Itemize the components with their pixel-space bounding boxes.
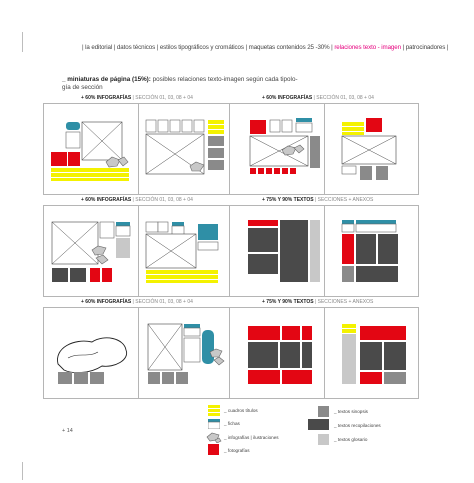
nav-item-datos-tecnicos[interactable]: datos técnicos [116, 44, 156, 51]
grey-swatch [318, 406, 329, 417]
thumbnail-panel-6 [229, 307, 419, 399]
legend-label-fichas: _ fichas [224, 421, 240, 426]
thumbnail-drawing-1 [44, 104, 232, 194]
nav-item-la-editorial[interactable]: la editorial [85, 44, 113, 51]
light-grey-swatch [318, 434, 329, 445]
nav-item-estilos[interactable]: estilos tipográficos y cromáticos [159, 44, 244, 51]
legend-label-fotografias: _ fotografías [224, 448, 250, 453]
yellow-bands-swatch [208, 405, 220, 417]
section-title-line2: gía de sección [62, 84, 103, 91]
legend-label-infografias: _ infografías | ilustraciones [224, 435, 279, 440]
thumbnail-drawing-6 [230, 308, 418, 398]
section-title [62, 76, 322, 92]
thumbnail-drawing-2 [230, 104, 418, 194]
legend-label-recopilaciones: _ textos recopilaciones [334, 423, 381, 428]
panel-caption-5: + 60% INFOGRAFÍAS | SECCIÓN 01, 03, 08 + 04 [81, 299, 193, 305]
legend-label-cuadros: _ cuadros títulos [224, 408, 258, 413]
thumbnail-panel-2 [229, 103, 419, 195]
thumbnail-panel-4 [229, 205, 419, 297]
panel-caption-4: + 75% Y 90% TEXTOS | SECCIONES + ANEXOS [262, 197, 374, 203]
panel-caption-6: + 75% Y 90% TEXTOS | SECCIONES + ANEXOS [262, 299, 374, 305]
legend-label-glosario: _ textos glosario [334, 437, 368, 442]
thumbnail-panel-5 [43, 307, 233, 399]
blob-swatch [206, 431, 222, 443]
nav-item-relaciones-active[interactable]: relaciones texto - imagen [334, 44, 401, 51]
left-guide-line-bottom [22, 462, 23, 480]
nav-item-patrocinadores[interactable]: patrocinadores [405, 44, 446, 51]
nav-separator: | [82, 44, 84, 51]
thumbnail-drawing-5 [44, 308, 232, 398]
panel-caption-1: + 60% INFOGRAFÍAS | SECCIÓN 01, 03, 08 + 04 [81, 95, 193, 101]
section-title-rest: posibles relaciones texto-imagen según cada tipolo- [150, 76, 298, 83]
thumbnail-panel-3 [43, 205, 233, 297]
panel-caption-2: + 60% INFOGRAFÍAS | SECCIÓN 01, 03, 08 + 04 [262, 95, 374, 101]
thumbnail-panel-1 [43, 103, 233, 195]
page-number: + 14 [62, 428, 73, 434]
panel-caption-3: + 60% INFOGRAFÍAS | SECCIÓN 01, 03, 08 + 04 [81, 197, 193, 203]
left-guide-line [22, 32, 23, 52]
nav-item-maquetas[interactable]: maquetas contenidos 25 -30% [248, 44, 330, 51]
teal-card-swatch [208, 419, 220, 429]
thumbnail-drawing-4 [230, 206, 418, 296]
red-swatch [208, 444, 219, 455]
section-title-bold: _ miniaturas de página (15%): [62, 76, 151, 83]
top-navigation: | la editorial | datos técnicos | estilos tipográficos y cromáticos | maquetas contenidos 25 -30% | relaciones texto - imagen | patrocinadores | [82, 44, 449, 51]
dark-grey-swatch [308, 419, 329, 430]
legend-label-sinopsis: _ textos sinopsis [334, 409, 368, 414]
thumbnail-drawing-3 [44, 206, 232, 296]
